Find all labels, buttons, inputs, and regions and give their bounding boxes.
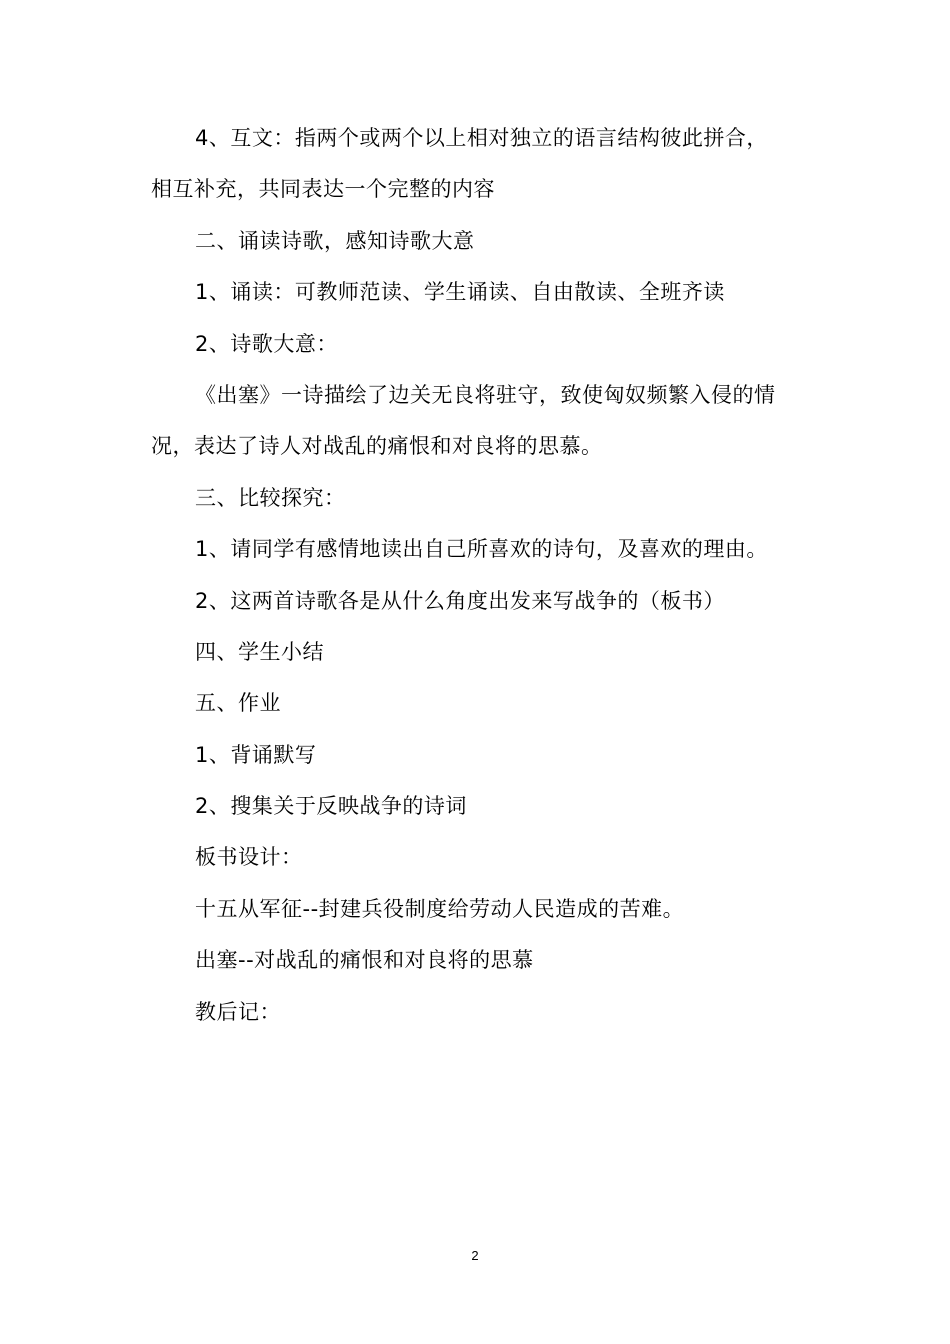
paragraph-line: 2、诗歌大意： [195,332,338,356]
page-number: 2 [471,1248,479,1263]
paragraph-line: 2、搜集关于反映战争的诗词 [195,794,467,818]
section-heading: 二、诵读诗歌，感知诗歌大意 [195,229,475,253]
section-heading: 四、学生小结 [195,640,324,664]
paragraph-line: 相互补充，共同表达一个完整的内容 [151,177,495,201]
paragraph-line: 出塞--对战乱的痛恨和对良将的思慕 [195,948,534,972]
section-heading: 五、作业 [195,691,281,715]
section-heading: 板书设计： [195,845,303,869]
paragraph-line: 1、请同学有感情地读出自己所喜欢的诗句，及喜欢的理由。 [195,537,768,561]
paragraph-line: 2、这两首诗歌各是从什么角度出发来写战争的（板书） [195,589,725,613]
paragraph-line: 4、互文：指两个或两个以上相对独立的语言结构彼此拼合， [195,126,768,150]
paragraph-line: 《出塞》一诗描绘了边关无良将驻守，致使匈奴频繁入侵的情 [195,383,776,407]
section-heading: 三、比较探究： [195,486,346,510]
paragraph-line: 况，表达了诗人对战乱的痛恨和对良将的思慕。 [151,434,603,458]
paragraph-line: 1、背诵默写 [195,743,317,767]
paragraph-line: 十五从军征--封建兵役制度给劳动人民造成的苦难。 [195,897,685,921]
section-heading: 教后记： [195,1000,281,1024]
paragraph-line: 1、诵读：可教师范读、学生诵读、自由散读、全班齐读 [195,280,725,304]
